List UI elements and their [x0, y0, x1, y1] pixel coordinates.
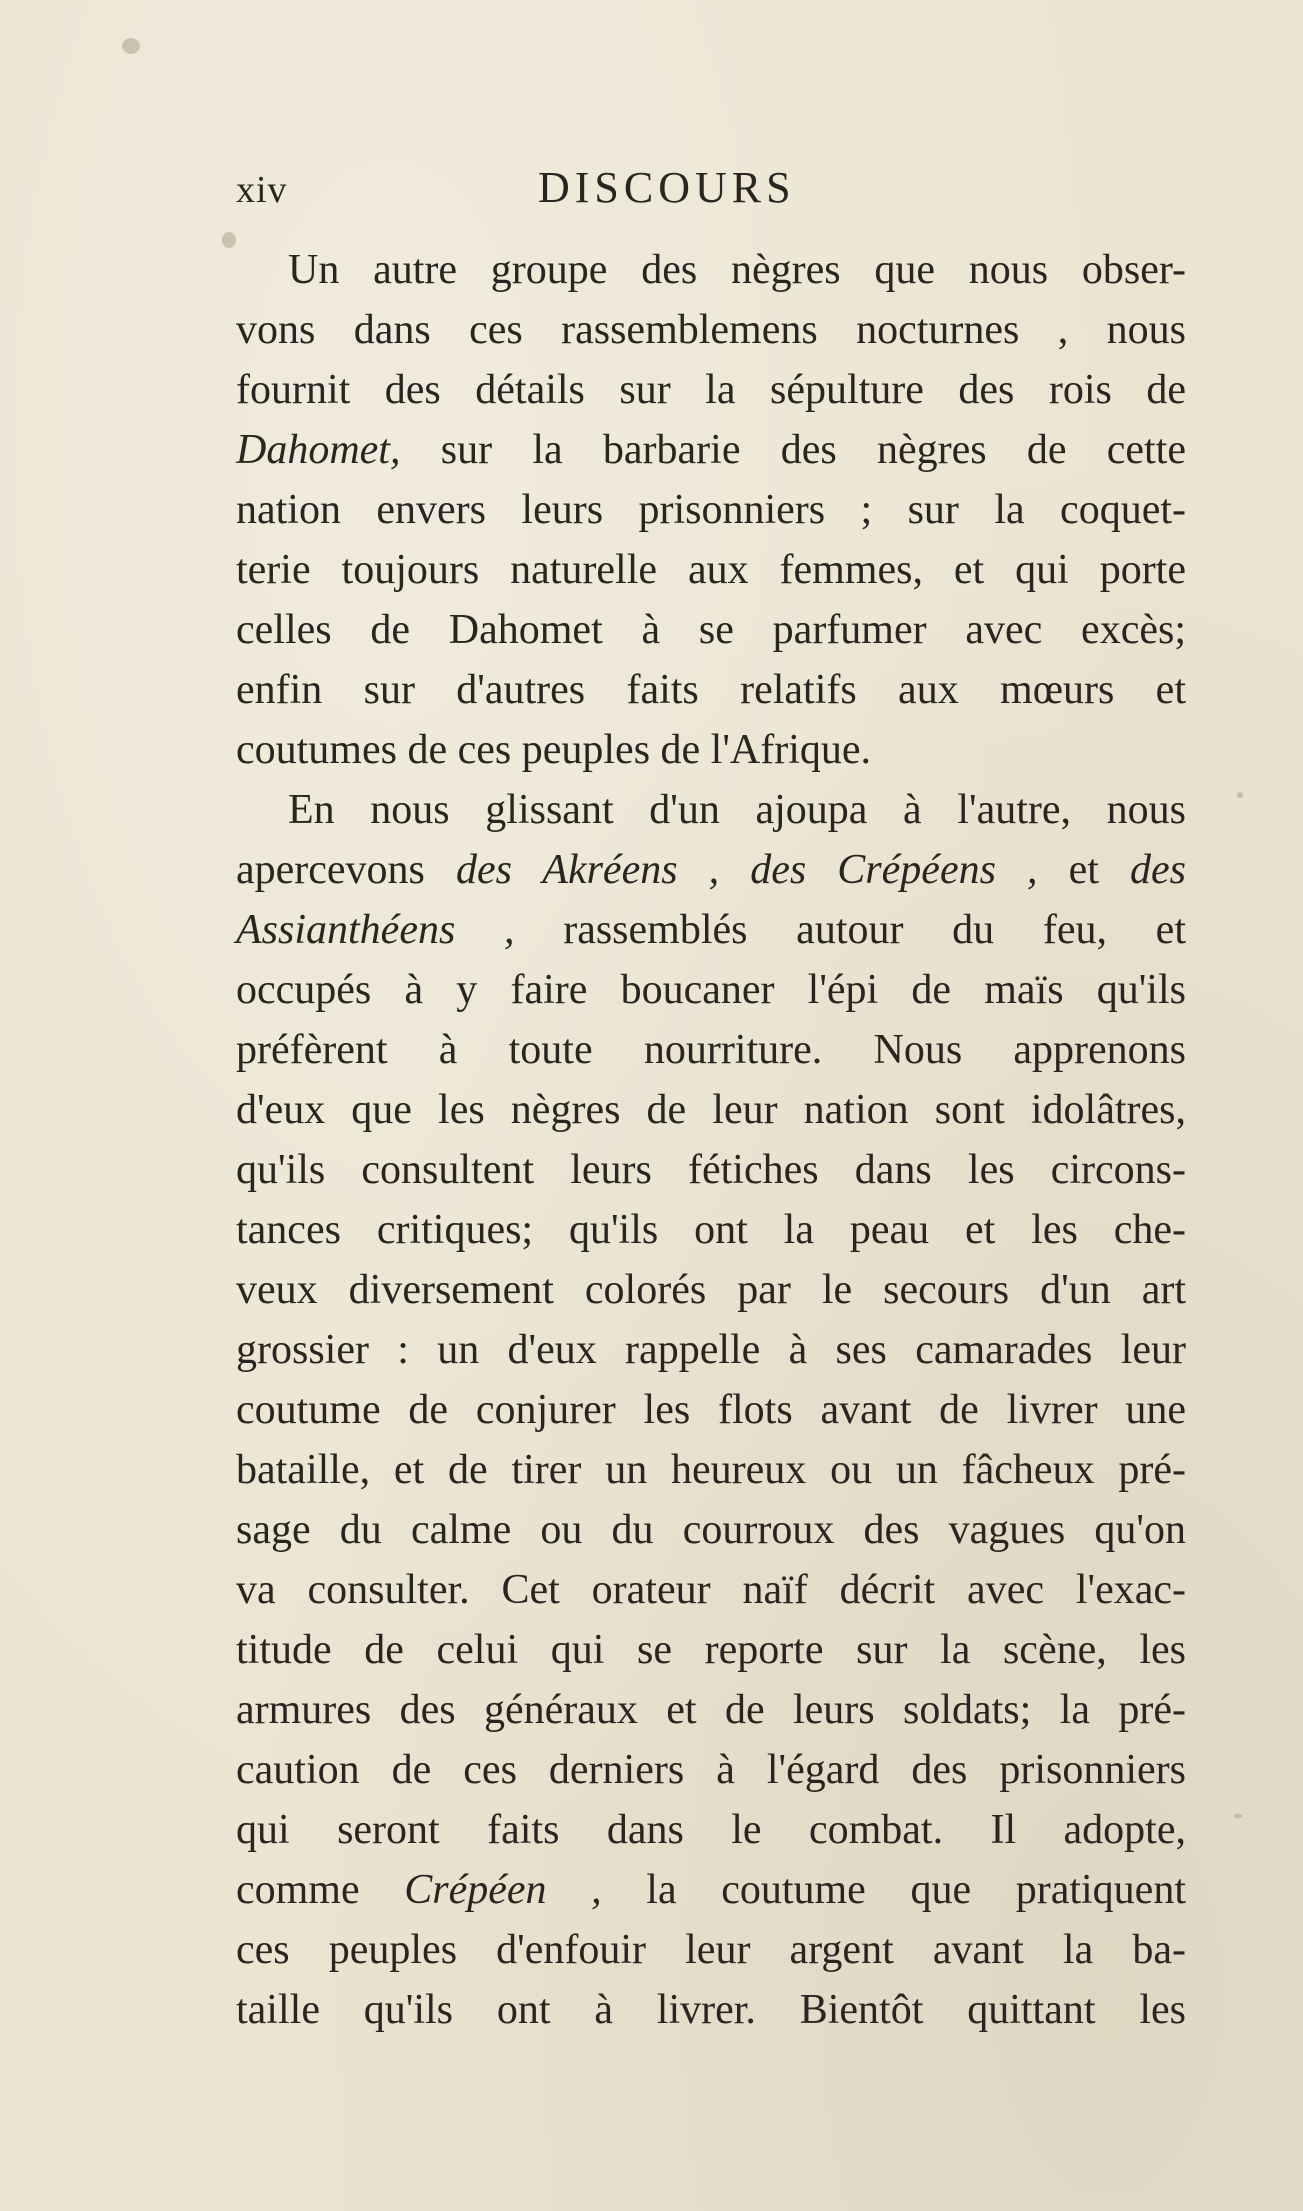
text-line	[236, 1920, 1186, 1980]
italic-text: des Akréens , des Crépéens ,	[455, 847, 1038, 893]
text-segment: caution de ces derniers à l'égard des prisonniers	[236, 1747, 1186, 1793]
text-segment: celles de Dahomet à se parfumer avec excès;	[236, 607, 1186, 653]
text-line	[236, 1860, 1186, 1920]
text-segment: sur la barbarie des nègres de cette	[400, 427, 1186, 473]
body-text	[236, 240, 1186, 2040]
text-segment: fournit des détails sur la sépulture des rois de	[236, 367, 1186, 413]
text-segment: d'eux que les nègres de leur nation sont idolâtres,	[236, 1087, 1186, 1133]
running-title: DISCOURS	[538, 163, 796, 212]
text-segment: taille qu'ils ont à livrer. Bientôt quittant les	[236, 1987, 1186, 2033]
italic-text: Dahomet,	[236, 427, 401, 473]
foxing-spot	[1237, 792, 1243, 798]
text-segment: armures des généraux et de leurs soldats; la pré-	[236, 1687, 1186, 1733]
foxing-spot	[1234, 1814, 1242, 1818]
text-line	[236, 1500, 1186, 1560]
text-line	[236, 780, 1186, 840]
text-line	[236, 1020, 1186, 1080]
foxing-spot	[222, 232, 236, 248]
text-segment: coutume de conjurer les flots avant de livrer une	[236, 1387, 1186, 1433]
page-header	[236, 162, 1186, 222]
text-line	[236, 1740, 1186, 1800]
foxing-spot	[122, 38, 140, 54]
text-line	[236, 660, 1186, 720]
text-segment: En nous glissant d'un ajoupa à l'autre, nous	[288, 787, 1186, 833]
text-line	[236, 1320, 1186, 1380]
text-line	[236, 1080, 1186, 1140]
text-line	[236, 540, 1186, 600]
text-segment: et	[1037, 847, 1130, 893]
text-segment: enfin sur d'autres faits relatifs aux mœurs et	[236, 667, 1186, 713]
text-line	[236, 1440, 1186, 1500]
text-line	[236, 1680, 1186, 1740]
text-segment: préfèrent à toute nourriture. Nous apprenons	[236, 1027, 1186, 1073]
text-line	[236, 960, 1186, 1020]
text-line	[236, 420, 1186, 480]
text-line	[236, 480, 1186, 540]
text-line	[236, 840, 1186, 900]
text-line	[236, 1620, 1186, 1680]
text-segment: terie toujours naturelle aux femmes, et qui porte	[236, 547, 1186, 593]
text-segment: titude de celui qui se reporte sur la scène, les	[236, 1627, 1186, 1673]
text-segment: ces peuples d'enfouir leur argent avant la ba-	[236, 1927, 1186, 1973]
text-segment: la coutume que pratiquent	[601, 1867, 1186, 1913]
text-segment: tances critiques; qu'ils ont la peau et les che-	[236, 1207, 1186, 1253]
italic-text: Crépéen ,	[404, 1867, 602, 1913]
text-line	[236, 1560, 1186, 1620]
text-line	[236, 240, 1186, 300]
text-line	[236, 1980, 1186, 2040]
text-segment: coutumes de ces peuples de l'Afrique.	[236, 727, 872, 773]
text-segment: bataille, et de tirer un heureux ou un fâcheux pré-	[236, 1447, 1186, 1493]
text-segment: occupés à y faire boucaner l'épi de maïs qu'ils	[236, 967, 1186, 1013]
text-line	[236, 600, 1186, 660]
text-line	[236, 1200, 1186, 1260]
text-segment: veux diversement colorés par le secours d'un art	[236, 1267, 1186, 1313]
text-line	[236, 1140, 1186, 1200]
text-segment: comme	[236, 1867, 405, 1913]
italic-text: des	[1130, 847, 1186, 893]
text-segment: grossier : un d'eux rappelle à ses camarades leur	[236, 1327, 1186, 1373]
text-line	[236, 360, 1186, 420]
page-number: xiv	[236, 169, 288, 211]
text-segment: nation envers leurs prisonniers ; sur la coquet-	[236, 487, 1186, 533]
text-line	[236, 1380, 1186, 1440]
text-segment: Un autre groupe des nègres que nous obser-	[288, 247, 1186, 293]
text-line	[236, 1800, 1186, 1860]
text-line	[236, 720, 1186, 780]
text-segment: va consulter. Cet orateur naïf décrit avec l'exac-	[236, 1567, 1186, 1613]
text-segment: apercevons	[236, 847, 456, 893]
text-segment: vons dans ces rassemblemens nocturnes , nous	[236, 307, 1186, 353]
italic-text: Assianthéens ,	[236, 907, 515, 953]
text-segment: sage du calme ou du courroux des vagues qu'on	[236, 1507, 1186, 1553]
text-segment: rassemblés autour du feu, et	[514, 907, 1186, 953]
text-line	[236, 900, 1186, 960]
text-segment: qu'ils consultent leurs fétiches dans les circons-	[236, 1147, 1186, 1193]
text-line	[236, 300, 1186, 360]
text-line	[236, 1260, 1186, 1320]
text-segment: qui seront faits dans le combat. Il adopte,	[236, 1807, 1186, 1853]
